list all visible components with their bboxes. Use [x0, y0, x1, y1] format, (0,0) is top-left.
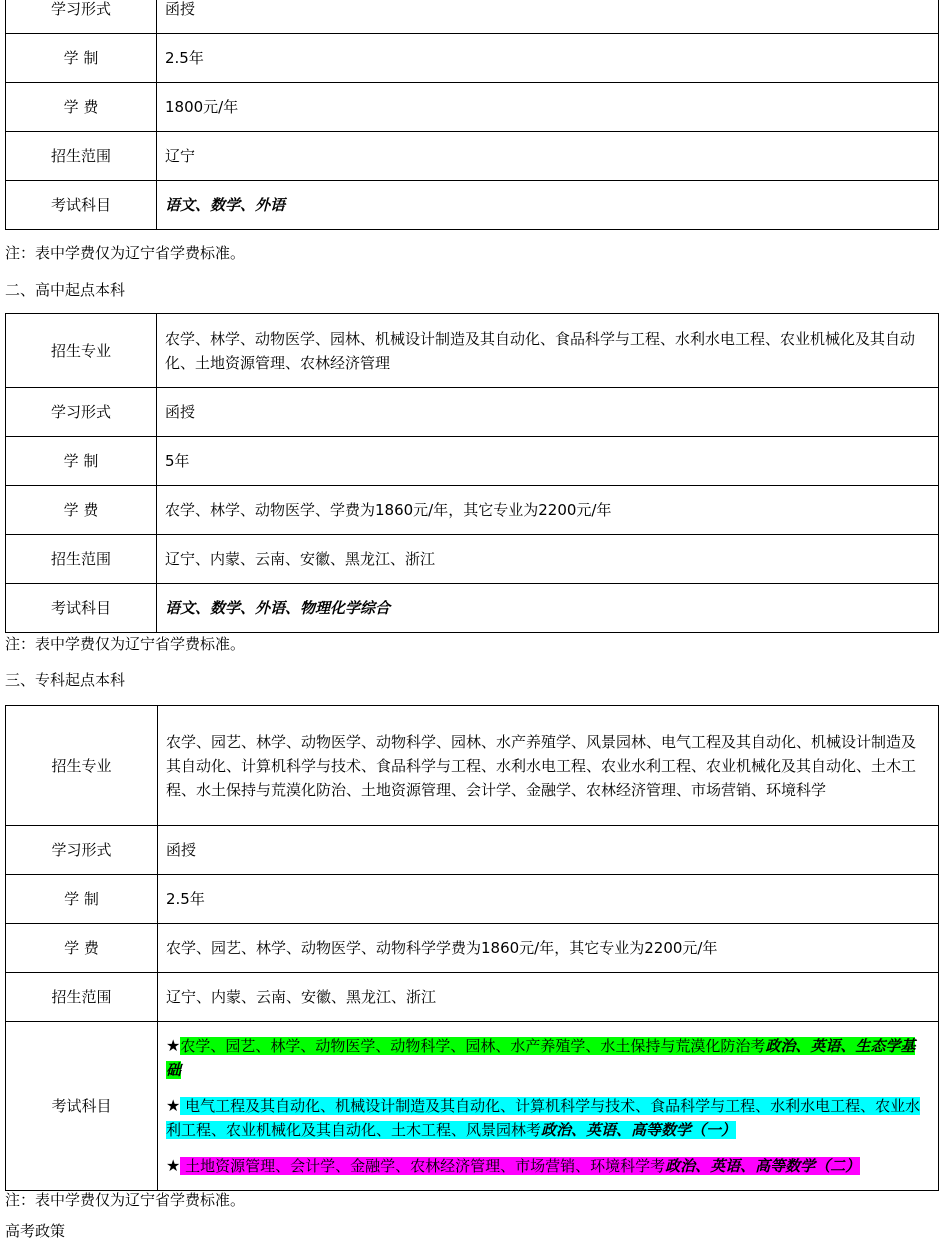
- row-label: 学 费: [6, 924, 158, 973]
- table-row: [6, 486, 939, 535]
- row-label: 学 费: [6, 83, 157, 132]
- table-row: [6, 875, 939, 924]
- star-icon: ★: [166, 1156, 181, 1175]
- row-label: 招生范围: [6, 535, 157, 584]
- row-value: 2.5年: [158, 875, 939, 924]
- tuition-note: 注：表中学费仅为辽宁省学费标准。: [5, 635, 246, 653]
- row-label: 学 制: [6, 34, 157, 83]
- row-label: 招生专业: [6, 706, 158, 826]
- exam-subjects: 政治、英语、生态学基础: [166, 1037, 916, 1079]
- major-list: 电气工程及其自动化、机械设计制造及其自动化、计算机科学与技术、食品科学与工程、水利水电工程、农业水利工程、农业机械化及其自动化、土木工程、风景园林考: [166, 1097, 921, 1139]
- row-value: 函授: [158, 826, 939, 875]
- row-label: 招生范围: [6, 973, 158, 1022]
- row-value: 农学、园艺、林学、动物医学、动物科学、园林、水产养殖学、风景园林、电气工程及其自动化、机械设计制造及其自动化、计算机科学与技术、食品科学与工程、水利水电工程、农业水利工程、农业机械化及其自动化、土木工程、水土保持与荒漠化防治、土地资源管理、会计学、金融学、农林经济管理、市场营销、环境科学: [158, 706, 939, 826]
- table-row: [6, 314, 939, 388]
- table-row: [6, 1022, 939, 1191]
- row-value: 辽宁: [157, 132, 939, 181]
- row-value: 农学、园艺、林学、动物医学、动物科学学费为1860元/年，其它专业为2200元/年: [158, 924, 939, 973]
- table-row: [6, 181, 939, 230]
- row-value: 1800元/年: [157, 83, 939, 132]
- row-value: 2.5年: [157, 34, 939, 83]
- row-value: 函授: [157, 0, 939, 34]
- table-2: [5, 313, 939, 633]
- row-value: 5年: [157, 437, 939, 486]
- row-label: 招生范围: [6, 132, 157, 181]
- table-1: [5, 0, 939, 230]
- row-label: 考试科目: [6, 181, 157, 230]
- table-row: [6, 0, 939, 34]
- exam-line: [166, 1094, 930, 1142]
- table-row: [6, 388, 939, 437]
- row-value: 辽宁、内蒙、云南、安徽、黑龙江、浙江: [158, 973, 939, 1022]
- section-heading: 三、专科起点本科: [5, 671, 126, 689]
- tuition-note: 注：表中学费仅为辽宁省学费标准。: [5, 1191, 246, 1209]
- row-label: 学习形式: [6, 826, 158, 875]
- star-icon: ★: [166, 1096, 181, 1115]
- table-row: [6, 535, 939, 584]
- row-value: 函授: [157, 388, 939, 437]
- table-row: [6, 34, 939, 83]
- row-label: 学习形式: [6, 0, 157, 34]
- row-value: 农学、林学、动物医学、园林、机械设计制造及其自动化、食品科学与工程、水利水电工程、农业机械化及其自动化、土地资源管理、农林经济管理: [157, 314, 939, 388]
- row-value: 辽宁、内蒙、云南、安徽、黑龙江、浙江: [157, 535, 939, 584]
- exam-line: [166, 1154, 930, 1178]
- row-label: 学 制: [6, 875, 158, 924]
- row-label: 学 制: [6, 437, 157, 486]
- major-list: 农学、园艺、林学、动物医学、动物科学、园林、水产养殖学、水土保持与荒漠化防治考: [180, 1037, 766, 1055]
- tuition-note: 注：表中学费仅为辽宁省学费标准。: [5, 244, 246, 262]
- row-label: 招生专业: [6, 314, 157, 388]
- exam-subjects: 语文、数学、外语: [157, 181, 939, 230]
- star-icon: ★: [166, 1036, 181, 1055]
- exam-subjects: 语文、数学、外语、物理化学综合: [157, 584, 939, 633]
- table-row: [6, 973, 939, 1022]
- row-value: 农学、林学、动物医学、学费为1860元/年，其它专业为2200元/年: [157, 486, 939, 535]
- table-row: [6, 924, 939, 973]
- table-row: [6, 706, 939, 826]
- exam-subjects: 政治、英语、高等数学（一）: [541, 1121, 737, 1139]
- row-label: 学 费: [6, 486, 157, 535]
- table-3: [5, 705, 939, 1191]
- section-heading: 高考政策: [5, 1222, 66, 1240]
- table-row: [6, 437, 939, 486]
- section-heading: 二、高中起点本科: [5, 281, 126, 299]
- table-row: [6, 826, 939, 875]
- exam-subjects-cell: [158, 1022, 939, 1191]
- table-row: [6, 83, 939, 132]
- row-label: 考试科目: [6, 1022, 158, 1191]
- row-label: 考试科目: [6, 584, 157, 633]
- major-list: 土地资源管理、会计学、金融学、农林经济管理、市场营销、环境科学考: [180, 1157, 666, 1175]
- exam-line: [166, 1034, 930, 1082]
- exam-subjects: 政治、英语、高等数学（二）: [665, 1157, 861, 1175]
- table-row: [6, 584, 939, 633]
- row-label: 学习形式: [6, 388, 157, 437]
- table-row: [6, 132, 939, 181]
